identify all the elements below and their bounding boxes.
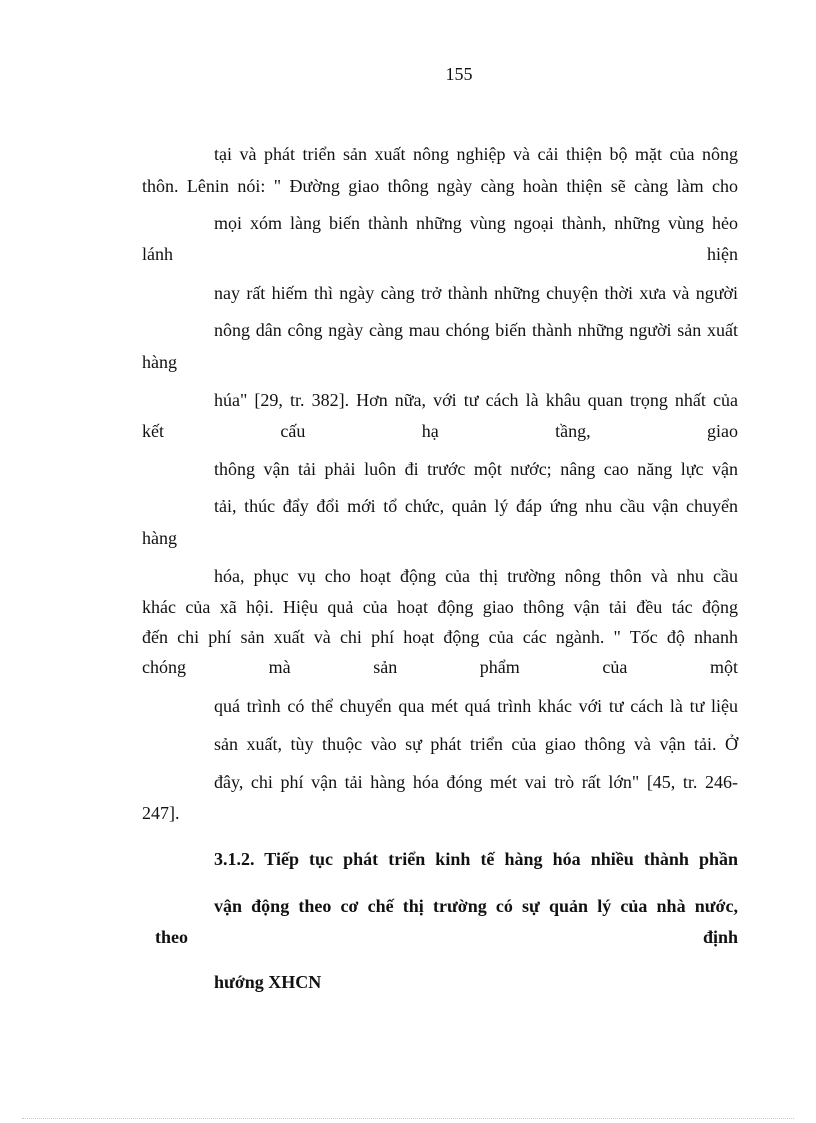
paragraph-line: tại và phát triển sản xuất nông nghiệp và cải thiện bộ mặt của nông: [214, 144, 738, 164]
paragraph-line: đây, chi phí vận tải hàng hóa đóng mét vai trò rất lớn" [45, tr. 246-: [214, 772, 738, 792]
paragraph-line: nay rất hiếm thì ngày càng trở thành những chuyện thời xưa và người: [214, 283, 738, 303]
paragraph-line: sản xuất, tùy thuộc vào sự phát triển của giao thông và vận tải. Ở: [214, 734, 738, 754]
paragraph-line: đến chi phí sản xuất và chi phí hoạt động của các ngành. " Tốc độ nhanh: [142, 627, 738, 647]
paragraph-line: tải, thúc đẩy đổi mới tổ chức, quản lý đáp ứng nhu cầu vận chuyển: [214, 496, 738, 516]
section-heading-line: vận động theo cơ chế thị trường có sự quản lý của nhà nước,: [214, 896, 738, 916]
paragraph-line: kết cấu hạ tầng, giao: [142, 421, 738, 441]
paragraph-line: 247].: [142, 803, 180, 823]
paragraph-line: hàng: [142, 528, 177, 548]
section-heading-line: hướng XHCN: [214, 972, 322, 992]
paragraph-line: hàng: [142, 352, 177, 372]
page-number: 155: [445, 64, 473, 84]
paragraph-line: quá trình có thể chuyển qua mét quá trình khác với tư cách là tư liệu: [214, 696, 738, 716]
paragraph-line: nông dân công ngày càng mau chóng biến thành những người sản xuất: [214, 320, 738, 340]
footer-rule: [22, 1118, 794, 1119]
paragraph-line: húa" [29, tr. 382]. Hơn nữa, với tư cách là khâu quan trọng nhất của: [214, 390, 738, 410]
paragraph-line: lánh hiện: [142, 244, 738, 264]
paragraph-line: hóa, phục vụ cho hoạt động của thị trường nông thôn và nhu cầu: [214, 566, 738, 586]
paragraph-line: khác của xã hội. Hiệu quả của hoạt động giao thông vận tải đều tác động: [142, 597, 738, 617]
paragraph-line: chóng mà sản phẩm của một: [142, 657, 738, 677]
section-heading-line: theo định: [155, 927, 738, 947]
paragraph-line: thôn. Lênin nói: " Đường giao thông ngày càng hoàn thiện sẽ càng làm cho: [142, 176, 738, 196]
section-heading-line: 3.1.2. Tiếp tục phát triển kinh tế hàng hóa nhiều thành phần: [214, 849, 738, 869]
paragraph-line: thông vận tải phải luôn đi trước một nước; nâng cao năng lực vận: [214, 459, 738, 479]
paragraph-line: mọi xóm làng biến thành những vùng ngoại thành, những vùng hẻo: [214, 213, 738, 233]
